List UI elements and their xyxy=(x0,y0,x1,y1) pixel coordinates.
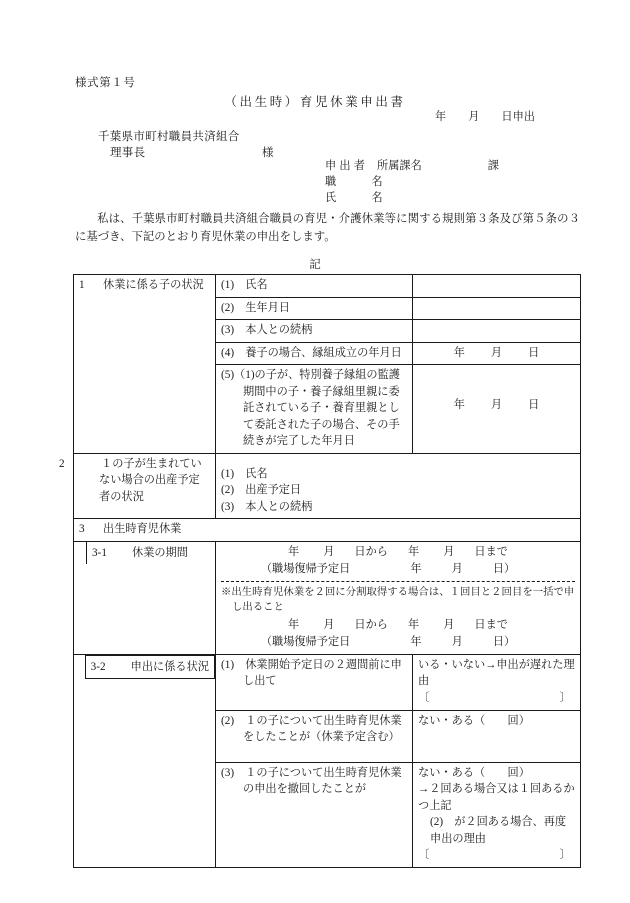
bracket-open: 〔 xyxy=(418,849,430,861)
applicant-name-row xyxy=(325,190,499,206)
applicant-department-suffix: 課 xyxy=(487,160,499,172)
submit-day-label: 日申出 xyxy=(501,111,535,123)
period-line-2 xyxy=(221,617,575,634)
section2-number: 2 xyxy=(59,457,65,470)
section3-2-item-3-text: (3) １の子について出生時育児休業の申出を撤回したことが xyxy=(221,766,402,795)
table-row xyxy=(74,275,581,298)
section1-label-cell xyxy=(74,275,216,454)
intro-text: 私は、千葉県市町村職員共済組合職員の育児・介護休業等に関する規則第３条及び第５条の３に基づき、下記のとおり育児休業の申出をします。 xyxy=(75,213,580,243)
reason-bracket-1[interactable] xyxy=(418,690,575,707)
section3-2-value-2[interactable] xyxy=(413,710,581,762)
applicant-title-row xyxy=(325,174,499,190)
section2-label-cell xyxy=(59,453,216,519)
table-row xyxy=(74,519,581,542)
section1-year-4: 年 xyxy=(453,346,465,359)
section1-value-2[interactable] xyxy=(413,297,581,320)
period2-month2: 月 xyxy=(443,619,455,631)
document-title: （出生時）育児休業申出書 xyxy=(224,95,406,109)
section1-day-4: 日 xyxy=(528,346,540,359)
section2-item-1: (1) 氏名 xyxy=(221,467,268,480)
return-line-1 xyxy=(221,561,575,578)
period1-month: 月 xyxy=(323,545,335,558)
section3-header-cell xyxy=(74,519,581,542)
section3-1-content-cell[interactable] xyxy=(216,541,581,654)
table-row xyxy=(74,541,581,654)
return2-day: 日） xyxy=(492,636,516,648)
form-table xyxy=(59,274,581,868)
period1-year2: 年 xyxy=(408,545,420,558)
section2-item-2: (2) 出産予定日 xyxy=(221,484,302,496)
section3-2-indent-cell xyxy=(74,654,216,867)
organization-role: 理事長 xyxy=(110,147,146,159)
section3-2-value-3-arrow2: (2) が２回ある場合、再度申出の理由 xyxy=(430,816,567,845)
section3-1-label: 休業の期間 xyxy=(132,546,188,559)
section3-2-value-3[interactable] xyxy=(413,762,581,867)
organization-name: 千葉県市町村職員共済組合 xyxy=(98,131,240,143)
period2-to: 日まで xyxy=(474,619,508,631)
section1-item-5 xyxy=(216,365,413,454)
applicant-department-label: 所属課名 xyxy=(377,160,422,172)
return1-year: 年 xyxy=(410,562,422,575)
applicant-block xyxy=(325,158,499,206)
section1-item-2: (2) 生年月日 xyxy=(216,297,413,320)
section3-1-label-cell xyxy=(87,542,216,565)
applicant-label: 申出者 xyxy=(325,160,369,172)
section3-2-item-2 xyxy=(216,710,413,762)
return1-month: 月 xyxy=(451,562,463,575)
section3-2-value-3-main: ない・ある（ 回） xyxy=(418,766,530,779)
section1-item-5-text: (5)（1)の子が、特別養子縁組の監護期間中の子・養子縁組里親に委託されている子・養育里親として委託された子の場合、その手続きが完了した年月日 xyxy=(221,369,400,447)
return1-label: （職場復帰予定日 xyxy=(260,562,351,575)
reason-bracket-3[interactable] xyxy=(418,847,575,864)
section1-label: 休業に係る子の状況 xyxy=(103,279,204,291)
return1-day: 日） xyxy=(492,562,516,575)
intro-paragraph xyxy=(75,210,580,246)
section3-2-label: 申出に係る状況 xyxy=(130,660,209,673)
section2-items-cell[interactable] xyxy=(216,453,581,519)
section3-2-item-1 xyxy=(216,654,413,710)
submit-year-label: 年 xyxy=(435,111,447,123)
bracket-open: 〔 xyxy=(418,691,430,704)
section1-value-4[interactable] xyxy=(413,342,581,365)
section1-day-5: 日 xyxy=(528,399,540,411)
form-code-label: 様式第１号 xyxy=(75,77,136,89)
bracket-close: 〕 xyxy=(559,849,571,861)
return2-month: 月 xyxy=(451,636,463,648)
section2-item-3: (3) 本人との続柄 xyxy=(221,500,313,513)
section2-label: １の子が生まれていない場合の出産予定者の状況 xyxy=(99,457,202,503)
section3-2-value-1-main: いる・いない→申出が遅れた理由 xyxy=(418,658,575,687)
indent-spacer xyxy=(74,542,87,565)
submit-month-label: 月 xyxy=(468,111,480,123)
section1-item-1: (1) 氏名 xyxy=(216,275,413,298)
section1-value-5[interactable] xyxy=(413,365,581,454)
bracket-close: 〕 xyxy=(559,691,571,704)
indent-spacer xyxy=(74,655,85,679)
period2-year2: 年 xyxy=(408,619,420,631)
section3-2-value-1[interactable] xyxy=(413,654,581,710)
table-row xyxy=(74,453,581,519)
section1-value-1[interactable] xyxy=(413,275,581,298)
section3-1-number: 3-1 xyxy=(92,546,107,559)
return2-label: （職場復帰予定日 xyxy=(260,636,351,648)
applicant-department-row xyxy=(325,158,499,174)
section1-year-5: 年 xyxy=(453,399,465,411)
applicant-name-label: 氏 名 xyxy=(325,192,395,204)
return-line-2 xyxy=(221,634,575,651)
submission-date-line xyxy=(435,108,535,124)
section3-2-item-1-text: (1) 休業開始予定日の２週間前に申し出て xyxy=(221,658,402,687)
section1-number: 1 xyxy=(79,279,85,291)
split-leave-note-text: ※出生時育児休業を２回に分割取得する場合は、１回目と２回目を一括で申し出ること xyxy=(221,587,575,613)
ki-heading: 記 xyxy=(309,259,321,271)
section1-month-5: 月 xyxy=(490,399,503,411)
period-line-1 xyxy=(221,544,575,561)
split-leave-note xyxy=(221,581,575,615)
section3-number: 3 xyxy=(79,523,85,535)
period1-from: 日から xyxy=(354,545,388,558)
section1-month-4: 月 xyxy=(490,346,503,359)
period2-from: 日から xyxy=(354,619,388,631)
period2-year: 年 xyxy=(288,619,300,631)
section1-item-4: (4) 養子の場合、縁組成立の年月日 xyxy=(216,342,413,365)
honorific-label: 様 xyxy=(262,147,274,159)
section3-2-label-cell xyxy=(85,655,214,679)
section3-2-item-3 xyxy=(216,762,413,867)
form-table-wrapper xyxy=(59,274,580,868)
period1-year: 年 xyxy=(288,545,300,558)
section3-indent-cell xyxy=(74,541,216,654)
section3-2-item-2-text: (2) １の子について出生時育児休業をしたことが（休業予定含む） xyxy=(221,714,402,743)
section3-2-value-2-main: ない・ある（ 回） xyxy=(418,714,530,727)
period2-month: 月 xyxy=(323,619,335,631)
return2-year: 年 xyxy=(410,636,422,648)
section3-2-value-3-arrow1: →２回ある場合又は１回あるかつ上記 xyxy=(418,783,575,812)
section1-item-3: (3) 本人との続柄 xyxy=(216,320,413,343)
period1-to: 日まで xyxy=(474,545,508,558)
section3-label: 出生時育児休業 xyxy=(103,523,182,535)
section3-2-number: 3-2 xyxy=(90,660,106,673)
period1-month2: 月 xyxy=(443,545,455,558)
applicant-title-label: 職 名 xyxy=(325,176,395,188)
table-row xyxy=(74,654,581,710)
section1-value-3[interactable] xyxy=(413,320,581,343)
